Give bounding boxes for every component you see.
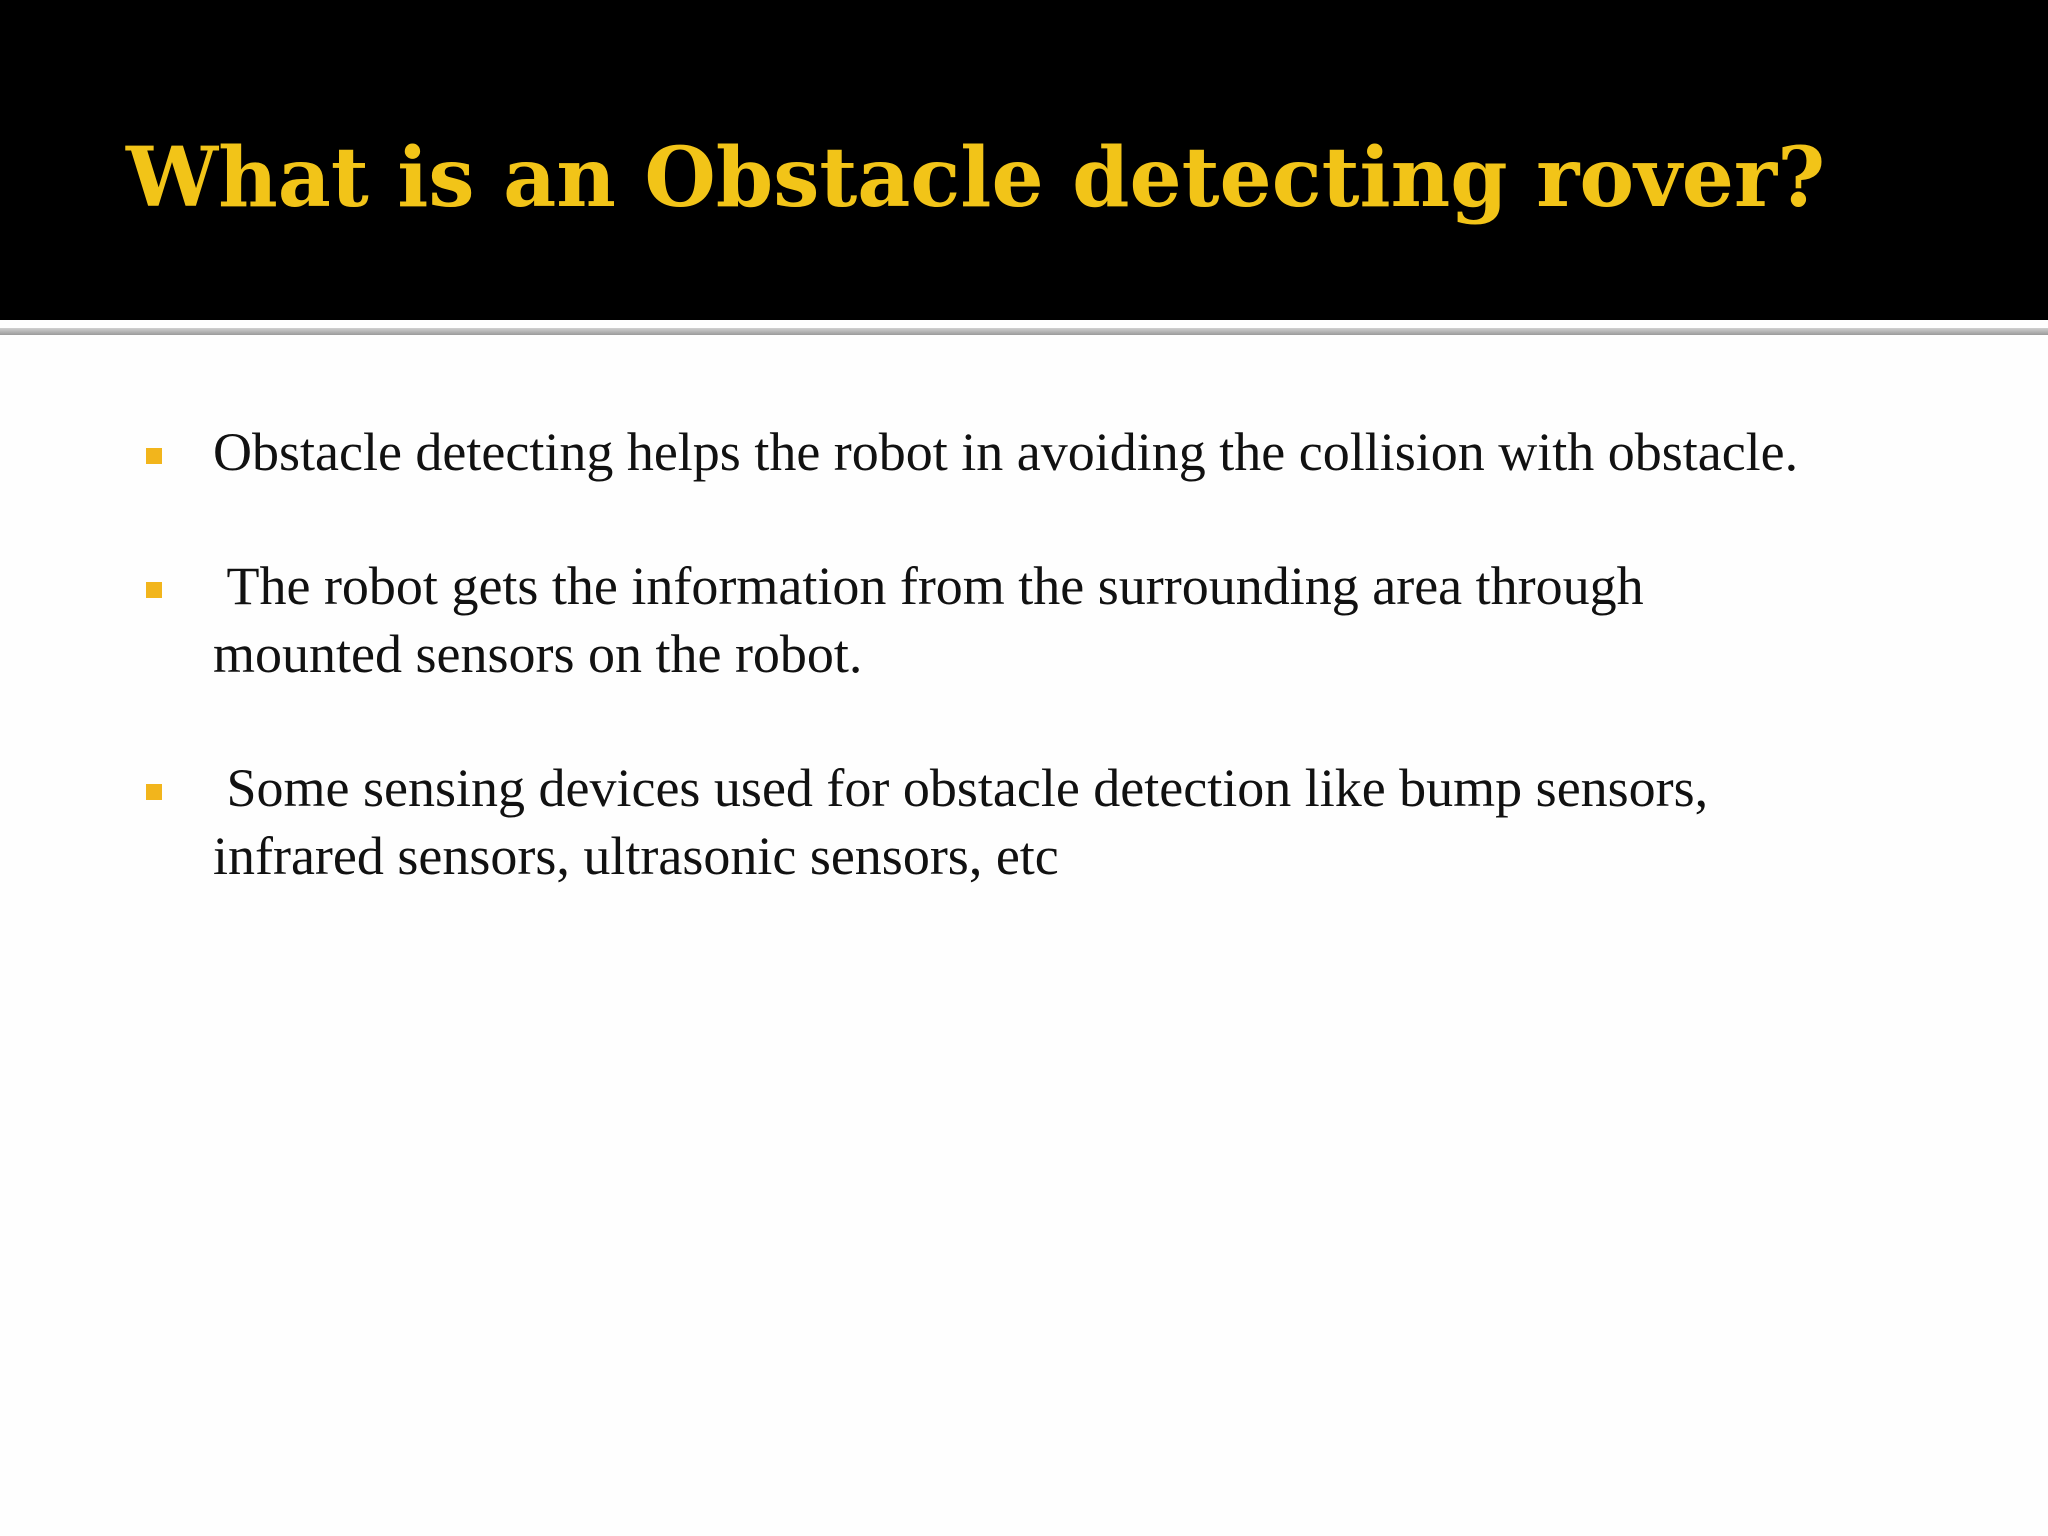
title-divider <box>0 328 2048 335</box>
bullet-list <box>0 418 2048 956</box>
square-bullet-icon <box>146 448 162 464</box>
bullet-text: Obstacle detecting helps the robot in avoiding the collision with obstacle. <box>213 422 1799 482</box>
bullet-item <box>0 552 1913 688</box>
bullet-item <box>0 418 1913 486</box>
bullet-text: Some sensing devices used for obstacle detection like bump sensors, infrared sensors, ultrasonic sensors, etc <box>213 758 1709 886</box>
square-bullet-icon <box>146 582 162 598</box>
title-bar <box>0 0 2048 320</box>
bullet-item <box>0 754 1913 890</box>
bullet-text: The robot gets the information from the surrounding area through mounted sensors on the robot. <box>213 556 1644 684</box>
slide-title: What is an Obstacle detecting rover? <box>126 130 1826 226</box>
square-bullet-icon <box>146 784 162 800</box>
